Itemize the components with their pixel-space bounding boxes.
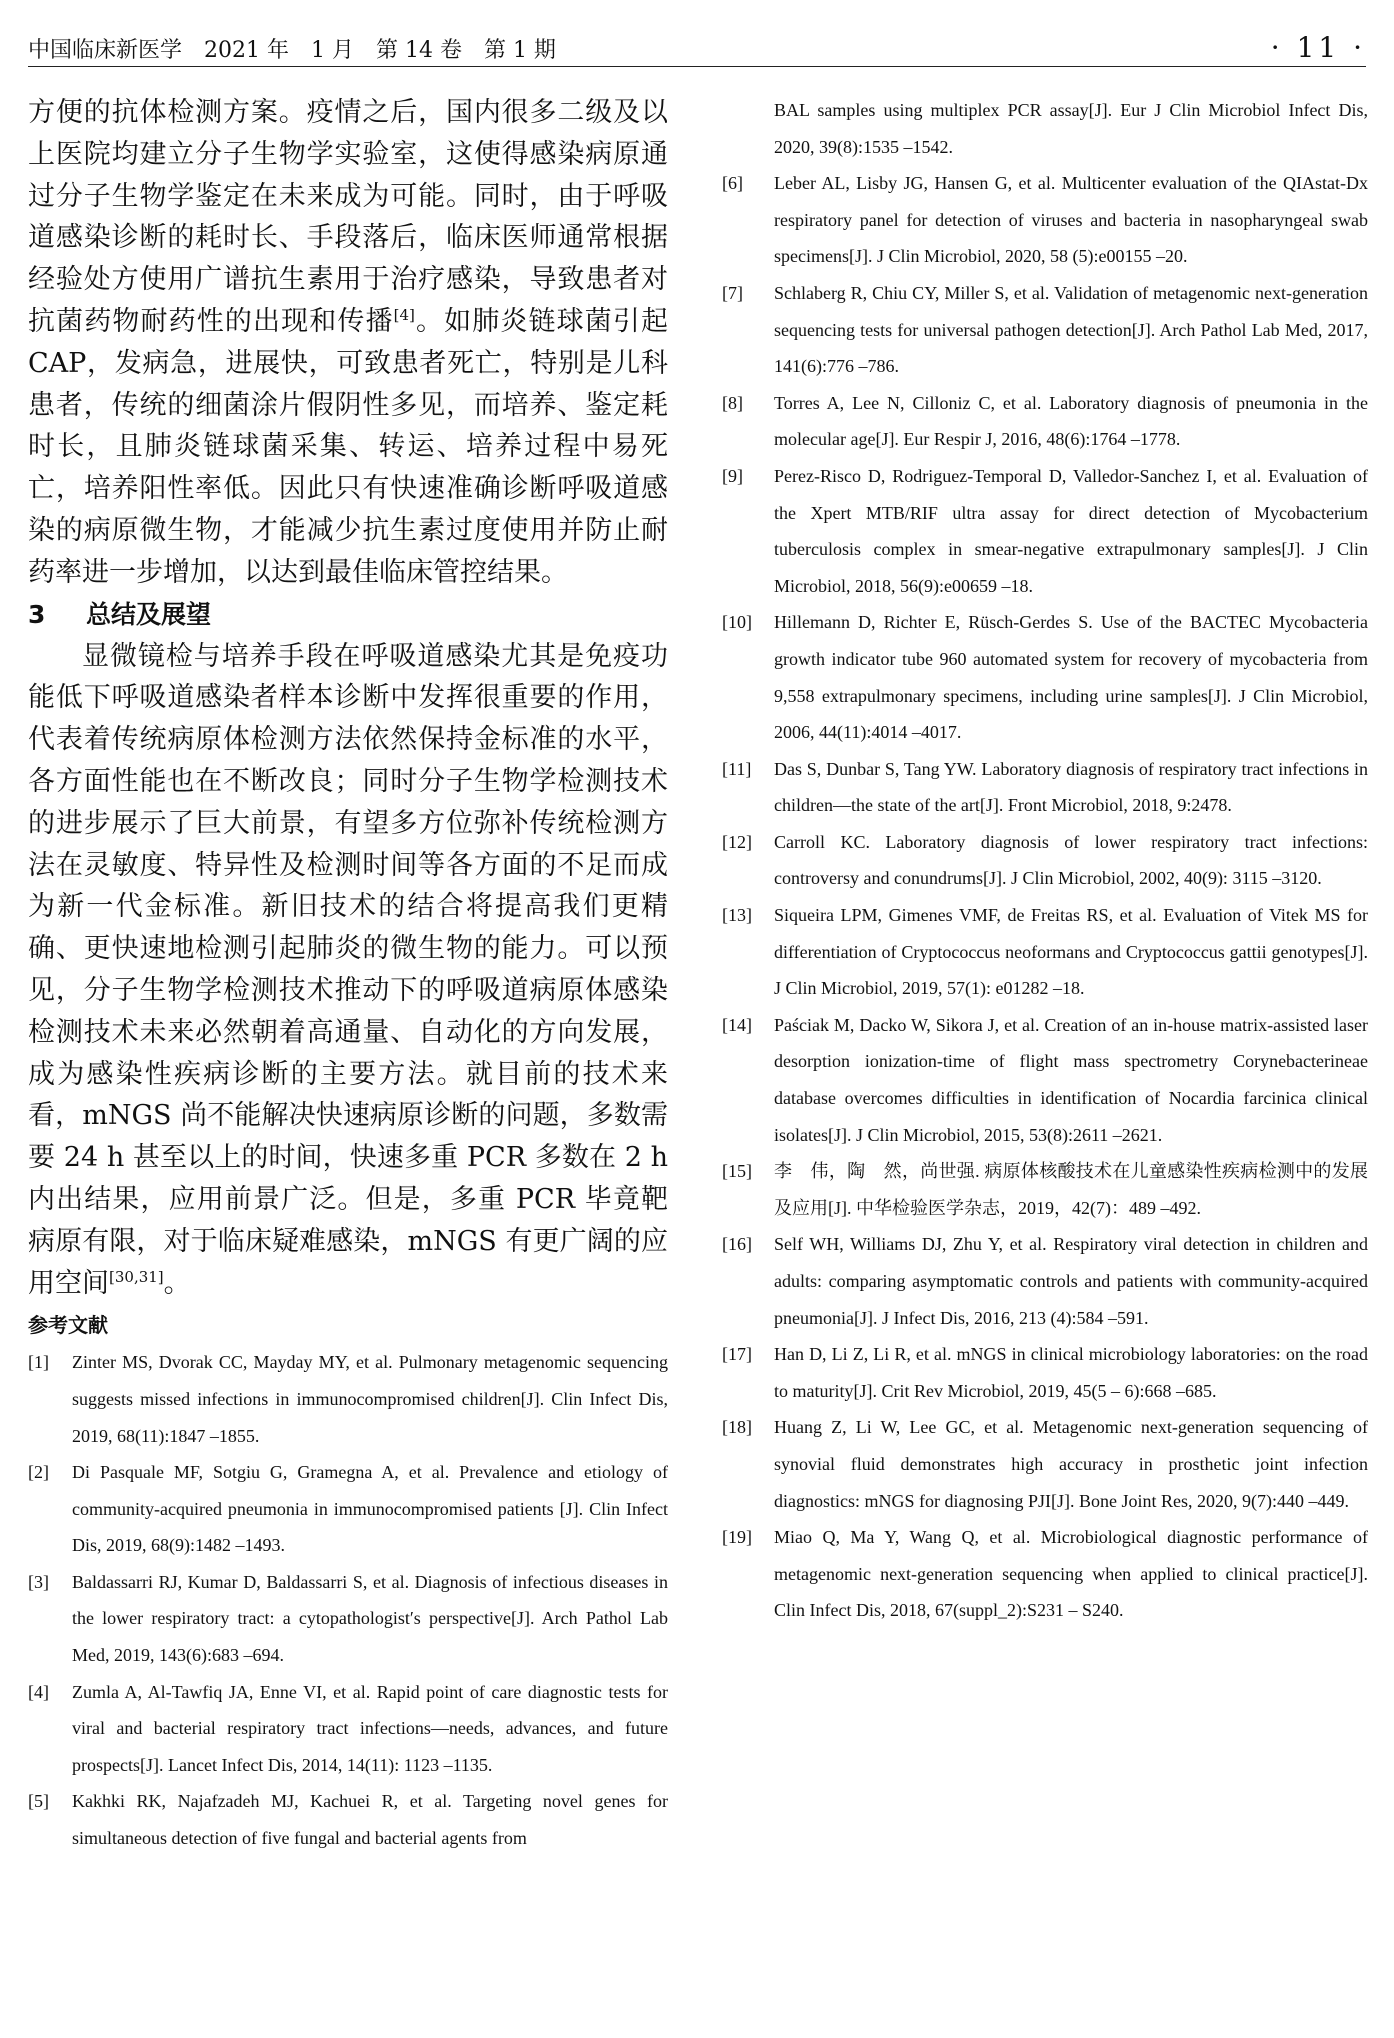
section-heading: [28, 594, 668, 636]
reference-text: Torres A, Lee N, Cilloniz C, et al. Laboratory diagnosis of pneumonia in the molecular age[J]. Eur Respir J, 2016, 48(6):1764 –1778.: [774, 392, 1368, 450]
reference-text: Miao Q, Ma Y, Wang Q, et al. Microbiological diagnostic performance of metagenomic next-generation sequencing when applied to clinical practice[J]. Clin Infect Dis, 2018, 67(suppl_2):S231 – S240.: [774, 1527, 1368, 1621]
reference-number: [5]: [28, 1791, 49, 1812]
reference-item: [28, 1344, 668, 1454]
reference-continuation: [722, 92, 1368, 165]
journal-info: 中国临床新医学 2021 年 1 月 第 14 卷 第 1 期: [28, 38, 556, 63]
reference-text: 李 伟，陶 然，尚世强. 病原体核酸技术在儿童感染性疾病检测中的发展及应用[J]. 中华检验医学杂志，2019，42(7)：489 –492.: [774, 1161, 1368, 1218]
section-number: 3: [28, 599, 46, 629]
reference-number: [3]: [28, 1571, 49, 1592]
reference-number: [15]: [722, 1161, 752, 1182]
reference-text: Schlaberg R, Chiu CY, Miller S, et al. Validation of metagenomic next-generation sequencing tests for universal pathogen detection[J]. Arch Pathol Lab Med, 2017, 141(6):776 –786.: [774, 282, 1368, 377]
reference-item: [28, 1783, 668, 1856]
reference-item: [722, 1336, 1368, 1409]
reference-number: [8]: [722, 392, 743, 413]
reference-number: [4]: [28, 1681, 49, 1702]
reference-text: Paściak M, Dacko W, Sikora J, et al. Creation of an in-house matrix-assisted laser desorption ionization-time of flight mass spectrometry Corynebacterineae database overcomes difficulties in identification of Nocardia farcinica clinical isolates[J]. J Clin Microbiol, 2015, 53(8):2611 –2621.: [774, 1014, 1368, 1145]
citation: [4]: [393, 305, 415, 324]
header-rule: [28, 66, 1366, 67]
reference-text: Kakhki RK, Najafzadeh MJ, Kachuei R, et al. Targeting novel genes for simultaneous detection of five fungal and bacterial agents from: [72, 1791, 668, 1849]
reference-number: [6]: [722, 173, 743, 194]
left-column: [28, 92, 668, 1857]
reference-item: [28, 1454, 668, 1564]
paragraph-text: 。如肺炎链球菌引起 CAP，发病急，进展快，可致患者死亡，特别是儿科患者，传统的细菌涂片假阴性多见，而培养、鉴定耗时长，且肺炎链球菌采集、转运、培养过程中易死亡，培养阳性率低。因此只有快速准确诊断呼吸道感染的病原微生物，才能减少抗生素过度使用并防止耐药率进一步增加，以达到最佳临床管控结果。: [28, 305, 668, 588]
reference-item: [722, 1007, 1368, 1153]
reference-text: Di Pasquale MF, Sotgiu G, Gramegna A, et al. Prevalence and etiology of community-acquired pneumonia in immunocompromised patients [J]. Clin Infect Dis, 2019, 68(9):1482 –1493.: [72, 1462, 668, 1556]
reference-text: Carroll KC. Laboratory diagnosis of lower respiratory tract infections: controversy and conundrums[J]. J Clin Microbiol, 2002, 40(9): 3115 –3120.: [774, 831, 1368, 889]
reference-item: [28, 1674, 668, 1784]
reference-number: [1]: [28, 1352, 49, 1373]
reference-item: [722, 1153, 1368, 1226]
reference-number: [7]: [722, 282, 743, 303]
reference-item: [722, 604, 1368, 750]
reference-text: BAL samples using multiplex PCR assay[J]. Eur J Clin Microbiol Infect Dis, 2020, 39(8):1535 –1542.: [774, 100, 1368, 157]
reference-number: [11]: [722, 758, 752, 779]
reference-item: [722, 1519, 1368, 1629]
paragraph-text: 方便的抗体检测方案。疫情之后，国内很多二级及以上医院均建立分子生物学实验室，这使得感染病原通过分子生物学鉴定在未来成为可能。同时，由于呼吸道感染诊断的耗时长、手段落后，临床医师通常根据经验处方使用广谱抗生素用于治疗感染，导致患者对抗菌药物耐药性的出现和传播: [28, 97, 668, 337]
reference-list: [722, 165, 1368, 1629]
reference-number: [19]: [722, 1527, 752, 1548]
paragraph-end: 。: [163, 1267, 191, 1299]
reference-number: [2]: [28, 1462, 49, 1483]
running-header: [28, 24, 1366, 64]
right-column: [722, 92, 1368, 1629]
citation: [30,31]: [109, 1267, 164, 1286]
reference-number: [12]: [722, 831, 752, 852]
reference-text: Han D, Li Z, Li R, et al. mNGS in clinical microbiology laboratories: on the road to maturity[J]. Crit Rev Microbiol, 2019, 45(5 – 6):668 –685.: [774, 1344, 1368, 1401]
reference-item: [722, 165, 1368, 275]
page-number: · 11 ·: [1270, 31, 1366, 64]
reference-text: Zumla A, Al-Tawfiq JA, Enne VI, et al. Rapid point of care diagnostic tests for viral and bacterial respiratory tract infections—needs, advances, and future prospects[J]. Lancet Infect Dis, 2014, 14(11): 1123 –1135.: [72, 1681, 668, 1775]
reference-item: [722, 458, 1368, 604]
reference-item: [722, 385, 1368, 458]
reference-item: [722, 751, 1368, 824]
reference-number: [16]: [722, 1234, 752, 1255]
reference-text: Hillemann D, Richter E, Rüsch-Gerdes S. Use of the BACTEC Mycobacteria growth indicator tube 960 automated system for recovery of mycobacteria from 9,558 extrapulmonary specimens, including urine samples[J]. J Clin Microbiol, 2006, 44(11):4014 –4017.: [774, 612, 1368, 743]
reference-number: [17]: [722, 1344, 752, 1365]
reference-number: [9]: [722, 465, 743, 486]
reference-text: Baldassarri RJ, Kumar D, Baldassarri S, et al. Diagnosis of infectious diseases in the lower respiratory tract: a cytopathologist′s perspective[J]. Arch Pathol Lab Med, 2019, 143(6):683 –694.: [72, 1571, 668, 1666]
reference-item: [722, 275, 1368, 385]
reference-text: Self WH, Williams DJ, Zhu Y, et al. Respiratory viral detection in children and adults: comparing asymptomatic controls and patients with community-acquired pneumonia[J]. J Infect Dis, 2016, 213 (4):584 –591.: [774, 1234, 1368, 1328]
reference-number: [13]: [722, 905, 752, 926]
body-paragraph: [28, 92, 668, 594]
reference-text: Perez-Risco D, Rodriguez-Temporal D, Valledor-Sanchez I, et al. Evaluation of the Xpert MTB/RIF ultra assay for direct detection of Mycobacterium tuberculosis complex in smear-negative extrapulmonary samples[J]. J Clin Microbiol, 2018, 56(9):e00659 –18.: [774, 465, 1368, 596]
reference-item: [28, 1564, 668, 1674]
reference-text: Das S, Dunbar S, Tang YW. Laboratory diagnosis of respiratory tract infections in children—the state of the art[J]. Front Microbiol, 2018, 9:2478.: [774, 758, 1368, 816]
reference-text: Leber AL, Lisby JG, Hansen G, et al. Multicenter evaluation of the QIAstat-Dx respiratory panel for detection of viruses and bacteria in nasopharyngeal swab specimens[J]. J Clin Microbiol, 2020, 58 (5):e00155 –20.: [774, 173, 1368, 267]
body-paragraph: [28, 636, 668, 1305]
reference-item: [722, 824, 1368, 897]
reference-item: [722, 1226, 1368, 1336]
reference-item: [722, 1409, 1368, 1519]
reference-number: [18]: [722, 1417, 752, 1438]
reference-list: [28, 1344, 668, 1856]
paragraph-text: 显微镜检与培养手段在呼吸道感染尤其是免疫功能低下呼吸道感染者样本诊断中发挥很重要的作用，代表着传统病原体检测方法依然保持金标准的水平，各方面性能也在不断改良；同时分子生物学检测技术的进步展示了巨大前景，有望多方位弥补传统检测方法在灵敏度、特异性及检测时间等各方面的不足而成为新一代金标准。新旧技术的结合将提高我们更精确、更快速地检测引起肺炎的微生物的能力。可以预见，分子生物学检测技术推动下的呼吸道病原体感染检测技术未来必然朝着高通量、自动化的方向发展，成为感染性疾病诊断的主要方法。就目前的技术来看，mNGS 尚不能解决快速病原诊断的问题，多数需要 24 h 甚至以上的时间，快速多重 PCR 多数在 2 h 内出结果，应用前景广泛。但是，多重 PCR 毕竟靶病原有限，对于临床疑难感染，mNGS 有更广阔的应用空间: [28, 640, 668, 1299]
reference-text: Siqueira LPM, Gimenes VMF, de Freitas RS, et al. Evaluation of Vitek MS for differentiation of Cryptococcus neoformans and Cryptococcus gattii genotypes[J]. J Clin Microbiol, 2019, 57(1): e01282 –18.: [774, 905, 1368, 999]
section-title: 总结及展望: [86, 599, 212, 629]
reference-number: [10]: [722, 612, 752, 633]
reference-text: Huang Z, Li W, Lee GC, et al. Metagenomic next-generation sequencing of synovial fluid demonstrates high accuracy in prosthetic joint infection diagnostics: mNGS for diagnosing PJI[J]. Bone Joint Res, 2020, 9(7):440 –449.: [774, 1417, 1368, 1511]
reference-item: [722, 897, 1368, 1007]
references-heading: 参考文献: [28, 1313, 108, 1338]
reference-text: Zinter MS, Dvorak CC, Mayday MY, et al. Pulmonary metagenomic sequencing suggests missed infections in immunocompromised children[J]. Clin Infect Dis, 2019, 68(11):1847 –1855.: [72, 1352, 668, 1446]
reference-number: [14]: [722, 1014, 752, 1035]
